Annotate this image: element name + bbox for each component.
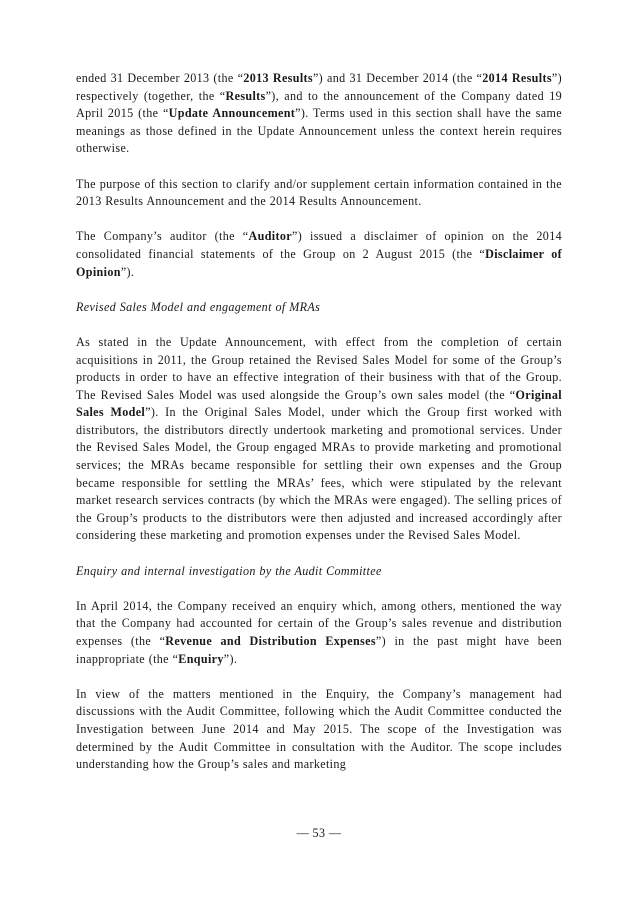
paragraph-text: ”) in the past might have been inappropriate (the “ (76, 634, 562, 666)
paragraph-text: In view of the matters mentioned in the Enquiry, the Company’s management had discussions with the Audit Committee, following which the Audit Committee conducted the Investigation between June 2014 and May 2015. The scope of the Investigation was determined by the Audit Committee in consultation with the Auditor. The scope includes understanding how the Group’s sales and marketing (76, 686, 562, 772)
defined-term: Results (225, 88, 266, 103)
paragraph-text: ”). (120, 264, 135, 279)
paragraph-text: ”) respectively (together, the “ (76, 71, 563, 103)
page-body (76, 70, 562, 791)
paragraph-text: ”). In the Original Sales Model, under which the Group first worked with distributors, the distributors directly undertook marketing and promotional services. Under the Revised Sales Model, the Group engaged MRAs to provide marketing and promotional services; the MRAs became responsible for settling their own expenses and the Group became responsible for settling the MRAs’ fees, which were stipulated by the relevant market research services contracts (by which the MRAs were engaged). The selling prices of the Group’s products to the distributors were then adjusted and increased accordingly after considering these marketing and promotion expenses under the Revised Sales Model. (76, 405, 563, 543)
paragraph (76, 176, 562, 211)
paragraph (76, 598, 562, 668)
paragraph-text: ”). (223, 651, 238, 666)
defined-term: Original Sales Model (76, 387, 562, 420)
paragraph-text: ”) and 31 December 2014 (the “ (312, 71, 483, 85)
paragraph (76, 70, 562, 158)
paragraph-text: As stated in the Update Announcement, with effect from the completion of certain acquisitions in 2011, the Group retained the Revised Sales Model for some of the Group’s products in order to have an effective integration of their business with that of the Group. The Revised Sales Model was used alongside the Group’s own sales model (the “ (76, 334, 562, 402)
paragraph (76, 686, 562, 774)
defined-term: 2013 Results (243, 71, 313, 85)
paragraph (76, 228, 562, 281)
section-revised-sales-model (76, 334, 562, 545)
defined-term: Enquiry (178, 651, 224, 666)
paragraph-text: ”), and to the announcement of the Company dated 19 April 2015 (the “ (76, 88, 562, 121)
paragraph (76, 334, 562, 545)
section-intro (76, 70, 562, 281)
section-heading-revised-sales-model: Revised Sales Model and engagement of MRAs (76, 299, 321, 314)
defined-term: Auditor (248, 229, 292, 244)
paragraph-text: ”) issued a disclaimer of opinion on the 2014 consolidated financial statements of the Group on 2 August 2015 (the “ (76, 229, 562, 261)
section-enquiry (76, 598, 562, 774)
section-heading-enquiry: Enquiry and internal investigation by the Audit Committee (76, 563, 382, 578)
paragraph-text: ended 31 December 2013 (the “ (76, 71, 244, 85)
paragraph-text: ”). Terms used in this section shall have the same meanings as those defined in the Update Announcement unless the context herein requires otherwise. (76, 106, 562, 156)
defined-term: Update Announcement (168, 106, 296, 121)
paragraph-text: The Company’s auditor (the “ (76, 229, 249, 244)
defined-term: Disclaimer of Opinion (76, 246, 562, 279)
paragraph-text: In April 2014, the Company received an enquiry which, among others, mentioned the way that the Company had accounted for certain of the Group’s sales revenue and distribution expenses (the “ (76, 598, 562, 648)
paragraph-text: The purpose of this section to clarify and/or supplement certain information contained in the 2013 Results Announcement and the 2014 Results Announcement. (76, 176, 562, 209)
defined-term: Revenue and Distribution Expenses (165, 634, 376, 648)
defined-term: 2014 Results (482, 71, 552, 85)
page-number: — 53 — (296, 826, 342, 840)
